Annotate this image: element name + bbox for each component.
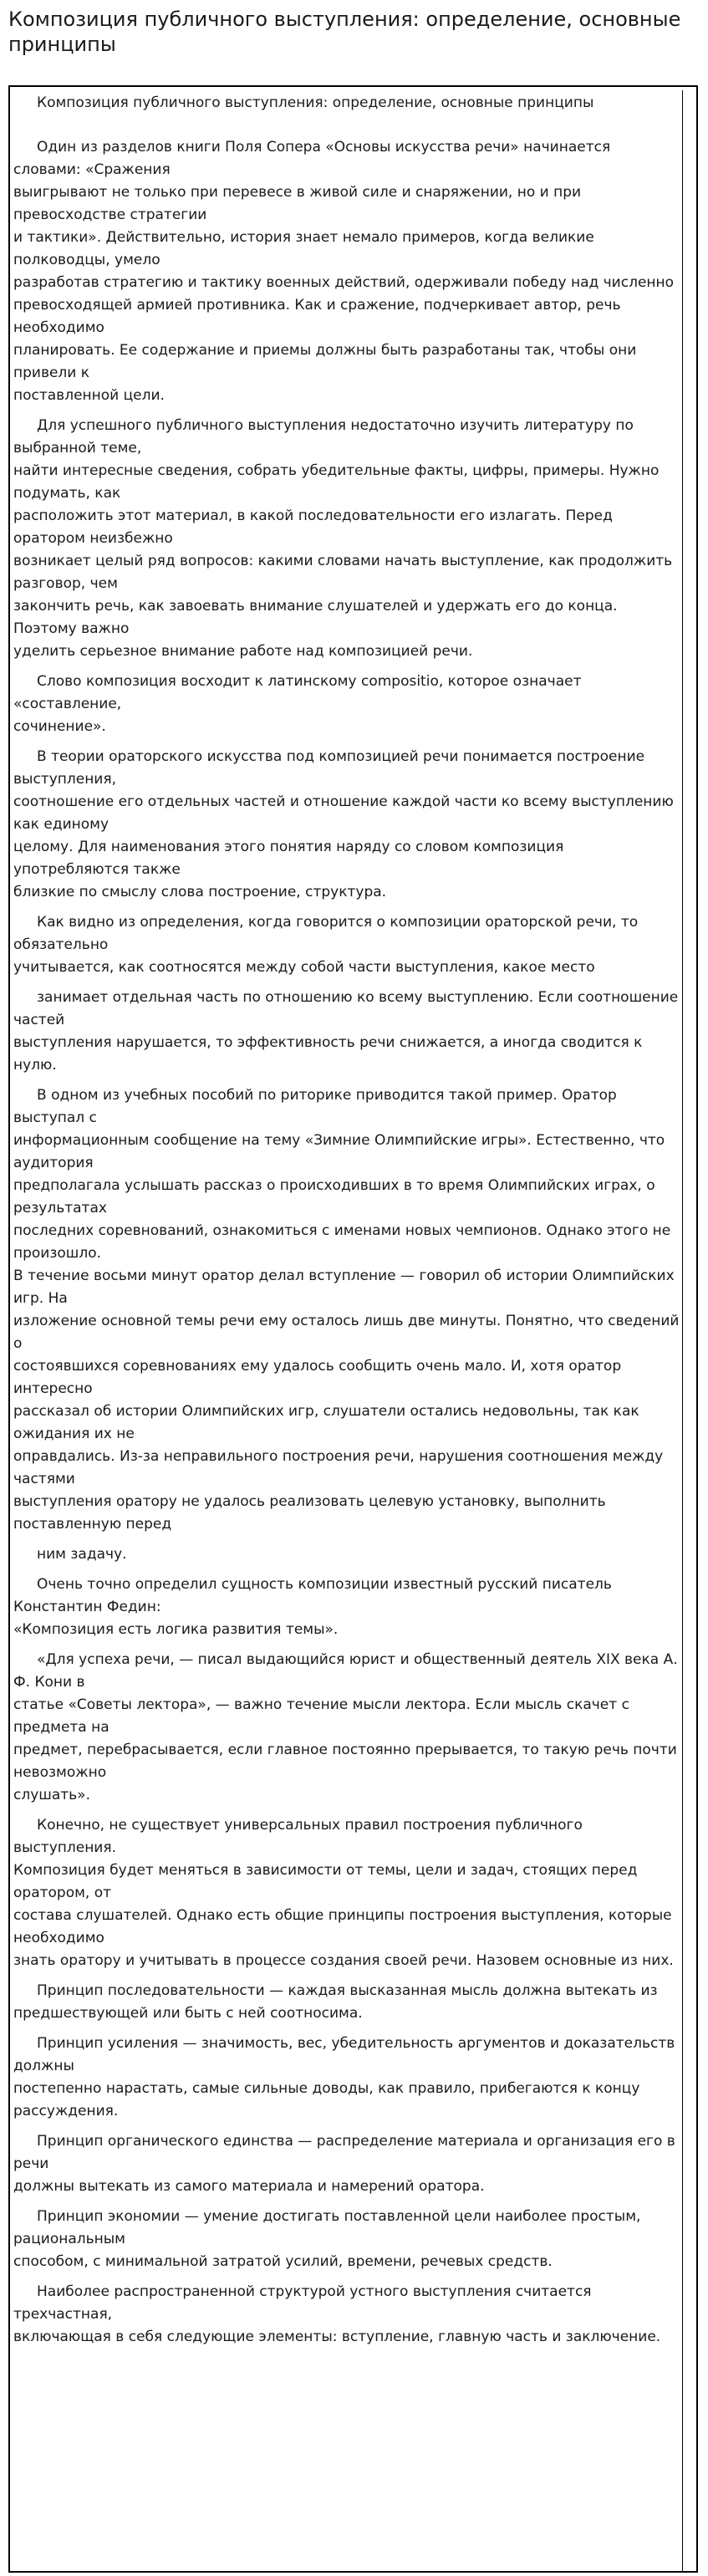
- document-line-text: целому. Для наименования этого понятия наряду со словом композиция употребляются также: [13, 839, 564, 878]
- document-frame: [8, 85, 698, 2573]
- document-line-text: состава слушателей. Однако есть общие принципы построения выступления, которые необходимо: [13, 1907, 672, 1946]
- document-line: [13, 1619, 682, 1641]
- document-line-text: В одном из учебных пособий по риторике приводится такой пример. Оратор выступал с: [13, 1087, 617, 1126]
- document-line-text: Композиция публичного выступления: определение, основные принципы: [37, 94, 594, 111]
- document-line: [13, 339, 682, 385]
- document-line-text: Принцип органического единства — распределение материала и организация его в речи: [13, 2133, 675, 2172]
- document-line-text: Принцип экономии — умение достигать поставленной цели наиболее простым, рациональным: [13, 2208, 641, 2247]
- document-line: [13, 1446, 682, 1491]
- document-line: [13, 460, 682, 505]
- page-title: Композиция публичного выступления: определение, основные принципы: [8, 8, 681, 56]
- document-line-text: Принцип последовательности — каждая высказанная мысль должна вытекать из: [37, 1982, 658, 1999]
- document-line: [13, 136, 682, 181]
- document-line: [13, 92, 682, 115]
- document-line-text: выступления оратору не удалось реализовать целевую установку, выполнить поставленную перед: [13, 1493, 606, 1533]
- document-line-text: соотношение его отдельных частей и отношение каждой части ко всему выступлению как единому: [13, 793, 674, 833]
- document-line-text: Наиболее распространенной структурой устного выступления считается трехчастная,: [13, 2283, 592, 2323]
- document-line-text: слушать».: [13, 1787, 90, 1803]
- document-line-text: Очень точно определил сущность композиции известный русский писатель Константин Федин:: [13, 1576, 612, 1615]
- document-line-text: поставленной цели.: [13, 387, 165, 404]
- document-line: [13, 2002, 682, 2025]
- document-line: [13, 791, 682, 836]
- document-line-text: постепенно нарастать, самые сильные доводы, как правило, прибегаются к концу рассуждения.: [13, 2080, 640, 2119]
- document-line-text: Один из разделов книги Поля Сопера «Основы искусства речи» начинается словами: «Сражения: [13, 139, 611, 178]
- document-line-text: оправдались. Из-за неправильного построения речи, нарушения соотношения между частями: [13, 1448, 664, 1487]
- document-line: [13, 1400, 682, 1446]
- document-line: [13, 640, 682, 663]
- document-line: [13, 1980, 682, 2002]
- document-line-text: ним задачу.: [37, 1546, 127, 1563]
- document-line: [13, 1905, 682, 1950]
- document-line-text: знать оратору и учитывать в процессе создания своей речи. Назовем основные из них.: [13, 1952, 674, 1969]
- document-line: [13, 1032, 682, 1077]
- document-line-text: расположить этот материал, в какой последовательности его излагать. Перед оратором неизбежно: [13, 508, 613, 547]
- document-line: [13, 294, 682, 339]
- document-line-text: учитывается, как соотносятся между собой части выступления, какое место: [13, 959, 595, 976]
- document-line-text: В течение восьми минут оратор делал вступление — говорил об истории Олимпийских игр. На: [13, 1268, 675, 1307]
- document-line-text: «Для успеха речи, — писал выдающийся юрист и общественный деятель XIX века А. Ф. Кони в: [13, 1651, 678, 1691]
- document-line: [13, 956, 682, 979]
- document-line: [13, 1130, 682, 1175]
- document-line: [13, 2078, 682, 2123]
- document-line: [13, 1543, 682, 1566]
- document-line: [13, 2033, 682, 2078]
- document-line-text: «Композиция есть логика развития темы».: [13, 1621, 339, 1638]
- document-line-text: состоявшихся соревнованиях ему удалось сообщить очень мало. И, хотя оратор интересно: [13, 1358, 622, 1397]
- document-line: [13, 1950, 682, 1972]
- document-line: [13, 2326, 682, 2349]
- document-line-text: сочинение».: [13, 718, 106, 735]
- document-line: [13, 595, 682, 640]
- frame-divider: [682, 90, 683, 2571]
- document-body: [13, 92, 682, 2349]
- document-line-text: выступления нарушается, то эффективность речи снижается, а иногда сводится к нулю.: [13, 1034, 643, 1074]
- document-line-text: планировать. Ее содержание и приемы должны быть разработаны так, чтобы они привели к: [13, 342, 637, 381]
- document-line-text: закончить речь, как завоевать внимание слушателей и удержать его до конца. Поэтому важно: [13, 598, 618, 637]
- document-line: [13, 1649, 682, 1694]
- document-line-text: статье «Советы лектора», — важно течение мысли лектора. Если мысль скачет с предмета на: [13, 1696, 629, 1736]
- document-line-text: уделить серьезное внимание работе над композицией речи.: [13, 643, 473, 660]
- document-line-text: Для успешного публичного выступления недостаточно изучить литературу по выбранной теме,: [13, 417, 634, 457]
- document-line-text: рассказал об истории Олимпийских игр, слушатели остались недовольны, так как ожидания их не: [13, 1403, 639, 1442]
- document-line: [13, 1694, 682, 1739]
- document-line-text: разработав стратегию и тактику военных действий, одерживали победу над численно: [13, 274, 675, 291]
- document-line-text: возникает целый ряд вопросов: какими словами начать выступление, как продолжить разговор, чем: [13, 553, 673, 592]
- document-line: [13, 1491, 682, 1536]
- document-line-text: и тактики». Действительно, история знает немало примеров, когда великие полководцы, умело: [13, 229, 594, 268]
- document-line-text: предшествующей или быть с ней соотносима.: [13, 2005, 363, 2022]
- document-line-text: близкие по смыслу слова построение, структура.: [13, 884, 387, 900]
- document-line-text: изложение основной темы речи ему осталось лишь две минуты. Понятно, что сведений о: [13, 1313, 680, 1352]
- document-line: [13, 2251, 682, 2273]
- document-line: [13, 2281, 682, 2326]
- document-line: [13, 2176, 682, 2198]
- document-line: [13, 1265, 682, 1310]
- document-line: [13, 181, 682, 227]
- document-line-text: превосходящей армией противника. Как и сражение, подчеркивает автор, речь необходимо: [13, 297, 621, 336]
- document-line: [13, 746, 682, 791]
- document-line: [13, 671, 682, 716]
- document-line: [13, 2206, 682, 2251]
- document-line: [13, 1784, 682, 1807]
- document-line-text: должны вытекать из самого материала и намерений оратора.: [13, 2178, 485, 2195]
- document-line-text: Слово композиция восходит к латинскому compositio, которое означает «составление,: [13, 673, 582, 712]
- document-line-text: В теории ораторского искусства под композицией речи понимается построение выступления,: [13, 748, 645, 788]
- document-line: [13, 1355, 682, 1400]
- document-line: [13, 911, 682, 956]
- document-line-text: Как видно из определения, когда говорится о композиции ораторской речи, то обязательно: [13, 914, 639, 953]
- document-line-text: Принцип усиления — значимость, вес, убедительность аргументов и доказательств должны: [13, 2035, 675, 2074]
- document-line: [13, 1084, 682, 1130]
- document-line: [13, 550, 682, 595]
- document-line: [13, 1310, 682, 1355]
- document-line: [13, 1220, 682, 1265]
- document-line-text: занимает отдельная часть по отношению ко всему выступлению. Если соотношение частей: [13, 989, 679, 1028]
- document-line: [13, 1739, 682, 1784]
- document-line-text: способом, с минимальной затратой усилий, времени, речевых средств.: [13, 2253, 553, 2270]
- document-line-text: Композиция будет меняться в зависимости от темы, цели и задач, стоящих перед оратором, от: [13, 1862, 638, 1901]
- document-line-text: найти интересные сведения, собрать убедительные факты, цифры, примеры. Нужно подумать, как: [13, 462, 660, 502]
- document-line: [13, 385, 682, 407]
- document-line-text: предмет, перебрасывается, если главное постоянно прерывается, то такую речь почти невозможно: [13, 1742, 677, 1781]
- document-line: [13, 1574, 682, 1619]
- document-line-text: предполагала услышать рассказ о происходивших в то время Олимпийских играх, о результатах: [13, 1177, 655, 1217]
- document-line-text: включающая в себя следующие элементы: вступление, главную часть и заключение.: [13, 2329, 661, 2345]
- document-line: [13, 505, 682, 550]
- document-line-text: Конечно, не существует универсальных правил построения публичного выступления.: [13, 1817, 583, 1856]
- document-line: [13, 1175, 682, 1220]
- document-line: [13, 1859, 682, 1905]
- document-line: [13, 1814, 682, 1859]
- document-line: [13, 272, 682, 294]
- document-line-text: информационным сообщение на тему «Зимние Олимпийские игры». Естественно, что аудитория: [13, 1132, 665, 1171]
- document-line: [13, 836, 682, 881]
- document-line: [13, 881, 682, 904]
- document-line: [13, 716, 682, 738]
- document-line: [13, 415, 682, 460]
- document-line-text: последних соревнований, ознакомиться с именами новых чемпионов. Однако этого не произошло.: [13, 1222, 671, 1262]
- document-line: [13, 2130, 682, 2176]
- document-line: [13, 987, 682, 1032]
- document-line-text: выигрывают не только при перевесе в живой силе и снаряжении, но и при превосходстве стратегии: [13, 184, 582, 223]
- document-line: [13, 227, 682, 272]
